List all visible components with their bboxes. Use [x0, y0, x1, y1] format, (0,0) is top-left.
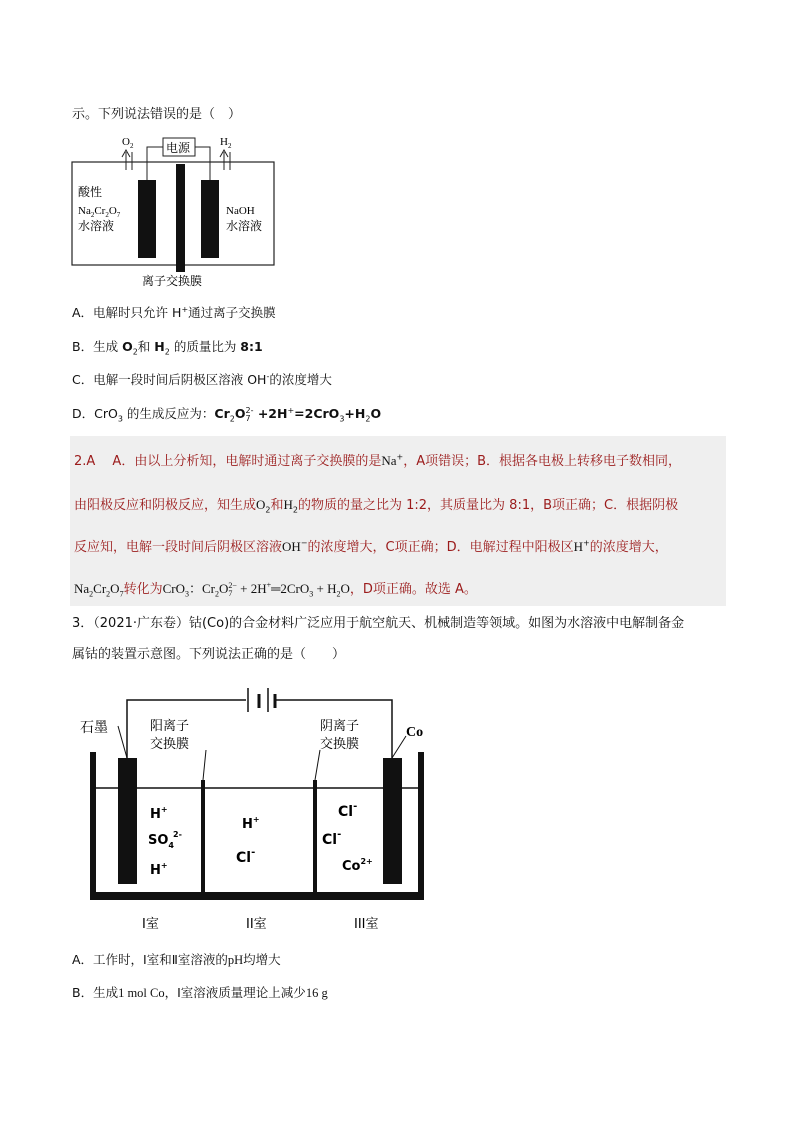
- ion-so4-room1: $SO_42-$: [148, 830, 182, 850]
- answer-line-1: 2.A A．由以上分析知，电解时通过离子交换膜的是Na+，A项错误；B．根据各电极上转移电子数相同，: [74, 452, 682, 469]
- option-a: A．电解时只允许 H+通过离子交换膜: [72, 304, 276, 320]
- label-right-solution: 水溶液: [226, 219, 263, 233]
- q3-option-a: A．工作时，Ⅰ室和Ⅱ室溶液的pH均增大: [72, 952, 281, 967]
- ion-cl-room2: Cl-: [236, 847, 256, 866]
- ion-cl-room3-middle: Cl-: [322, 829, 342, 848]
- ion-h-room1-top: H+: [150, 805, 168, 822]
- question-2-stem: 示。下列说法错误的是（ ）: [72, 107, 242, 122]
- label-anion-membrane-1: 阴离子: [320, 719, 360, 734]
- ion-h-room2: H+: [242, 815, 260, 832]
- label-acidic: 酸性: [78, 185, 103, 199]
- option-d: D．CrO$_3$ 的生成反应为：$Cr_2O$ 2- 7 $+2H^+=2CrO_3+H_2O$: [72, 405, 382, 424]
- question-3-stem-line-1: 3．（2021·广东卷）钴(Co)的合金材料广泛应用于航空航天、机械制造等领域。如图为水溶液中电解制备金: [72, 616, 685, 631]
- label-room-3: III室: [354, 917, 379, 932]
- label-cation-membrane-1: 阳离子: [150, 719, 190, 734]
- label-cation-membrane-2: 交换膜: [150, 737, 190, 752]
- answer-line-3: 反应知，电解一段时间后阴极区溶液OH−的浓度增大，C项正确；D．电解过程中阳极区H+的浓度增大，: [74, 538, 668, 555]
- label-left-solution: 水溶液: [78, 219, 115, 233]
- ion-co2-room3: $Co^{2+}$: [342, 857, 373, 874]
- option-c: C．电解一段时间后阴极区溶液 OH-的浓度增大: [72, 371, 332, 387]
- label-membrane: 离子交换膜: [142, 274, 203, 288]
- q3-option-b: B．生成1 mol Co，Ⅰ室溶液质量理论上减少16 g: [72, 985, 328, 1000]
- label-h2: $H_2$: [220, 136, 232, 150]
- label-anion-membrane-2: 交换膜: [320, 737, 360, 752]
- option-b: B．生成 $O_2$和 $H_2$ 的质量比为 8:1: [72, 339, 263, 357]
- label-o2: $O_2$: [122, 136, 134, 150]
- electrolysis-diagram-1: [60, 130, 300, 290]
- label-na2cr2o7: $Na_2Cr_2O_7$: [78, 205, 121, 219]
- ion-cl-room3-top: Cl-: [338, 801, 358, 820]
- label-graphite: 石墨: [80, 720, 108, 736]
- ion-h-room1-bottom: H+: [150, 861, 168, 878]
- label-power-source: 电源: [166, 141, 191, 155]
- label-co-electrode: Co: [406, 725, 424, 740]
- label-room-1: I室: [142, 917, 159, 932]
- electrolysis-diagram-2: [70, 680, 440, 935]
- label-naoh: NaOH: [226, 205, 255, 217]
- question-3-stem-line-2: 属钴的装置示意图。下列说法正确的是（ ）: [72, 647, 346, 662]
- answer-line-4: $Na_2Cr_2O_7$转化为CrO$_3$：$Cr_2O$ 2− 7 + 2H+═2CrO$_3$ + $H_2O$，D项正确。故选 A。: [74, 580, 477, 599]
- answer-line-2: 由阳极反应和阴极反应，知生成$O_2$和$H_2$的物质的量之比为 1:2，其质量比为 8:1，B项正确；C．根据阴极: [74, 497, 679, 515]
- label-room-2: II室: [246, 917, 267, 932]
